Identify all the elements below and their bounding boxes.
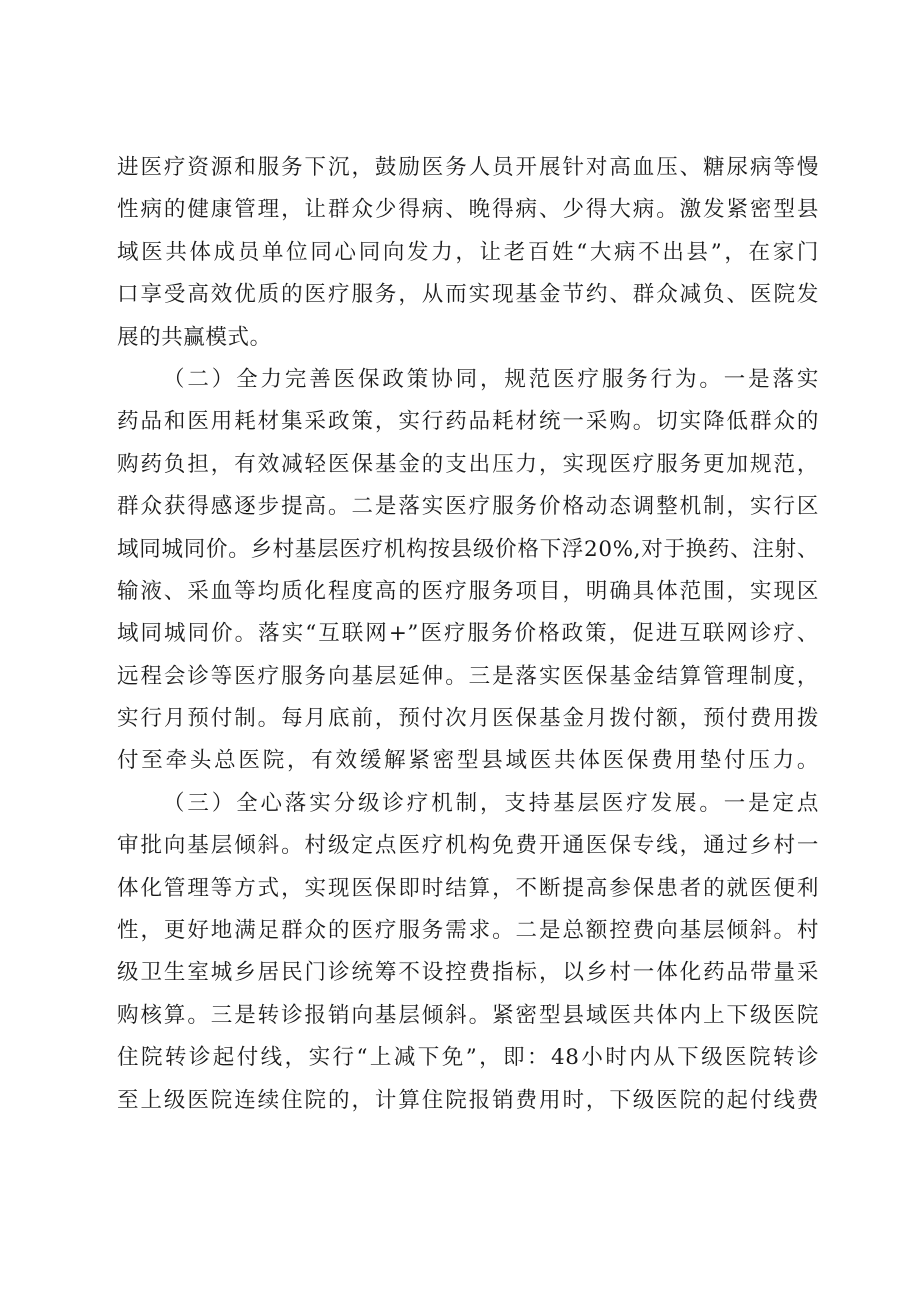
text-line: 审批向基层倾斜。村级定点医疗机构免费开通医保专线，通过乡村一 [117, 833, 819, 859]
text-line: 口享受高效优质的医疗服务，从而实现基金节约、群众减负、医院发 [117, 282, 819, 308]
section-heading-line: （二）全力完善医保政策协同，规范医疗服务行为。一是落实 [163, 366, 819, 392]
section-heading-line: （三）全心落实分级诊疗机制，支持基层医疗发展。一是定点 [163, 790, 819, 816]
text-line: 域同城同价。落实“互联网+”医疗服务价格政策，促进互联网诊疗、 [117, 621, 819, 647]
text-line: 购药负担，有效减轻医保基金的支出压力，实现医疗服务更加规范， [117, 451, 819, 477]
text-line: 体化管理等方式，实现医保即时结算，不断提高参保患者的就医便利 [117, 875, 819, 901]
text-line: 性，更好地满足群众的医疗服务需求。二是总额控费向基层倾斜。村 [117, 918, 819, 944]
text-line: 远程会诊等医疗服务向基层延伸。三是落实医保基金结算管理制度， [117, 663, 819, 689]
text-line: 域同城同价。乡村基层医疗机构按县级价格下浮20%,对于换药、注射、 [117, 536, 819, 562]
text-line: 药品和医用耗材集采政策，实行药品耗材统一采购。切实降低群众的 [117, 409, 819, 435]
text-line: 级卫生室城乡居民门诊统筹不设控费指标，以乡村一体化药品带量采 [117, 960, 819, 986]
text-line: 域医共体成员单位同心同向发力，让老百姓“大病不出县”，在家门 [117, 239, 819, 265]
text-line: 进医疗资源和服务下沉，鼓励医务人员开展针对高血压、糖尿病等慢 [117, 155, 819, 180]
text-line: 输液、采血等均质化程度高的医疗服务项目，明确具体范围，实现区 [117, 578, 819, 604]
text-line: 至上级医院连续住院的，计算住院报销费用时，下级医院的起付线费 [117, 1087, 819, 1113]
text-line: 住院转诊起付线，实行“上减下免”，即：48小时内从下级医院转诊 [117, 1045, 819, 1071]
text-line: 性病的健康管理，让群众少得病、晚得病、少得大病。激发紧密型县 [117, 197, 819, 223]
text-line: 展的共赢模式。 [117, 324, 272, 350]
text-line: 实行月预付制。每月底前，预付次月医保基金月拨付额，预付费用拨 [117, 706, 819, 732]
body-text [117, 147, 819, 1122]
text-line: 购核算。三是转诊报销向基层倾斜。紧密型县域医共体内上下级医院 [117, 1002, 819, 1028]
text-line: 付至牵头总医院，有效缓解紧密型县域医共体医保费用垫付压力。 [117, 748, 819, 774]
text-line: 群众获得感逐步提高。二是落实医疗服务价格动态调整机制，实行区 [117, 494, 819, 520]
